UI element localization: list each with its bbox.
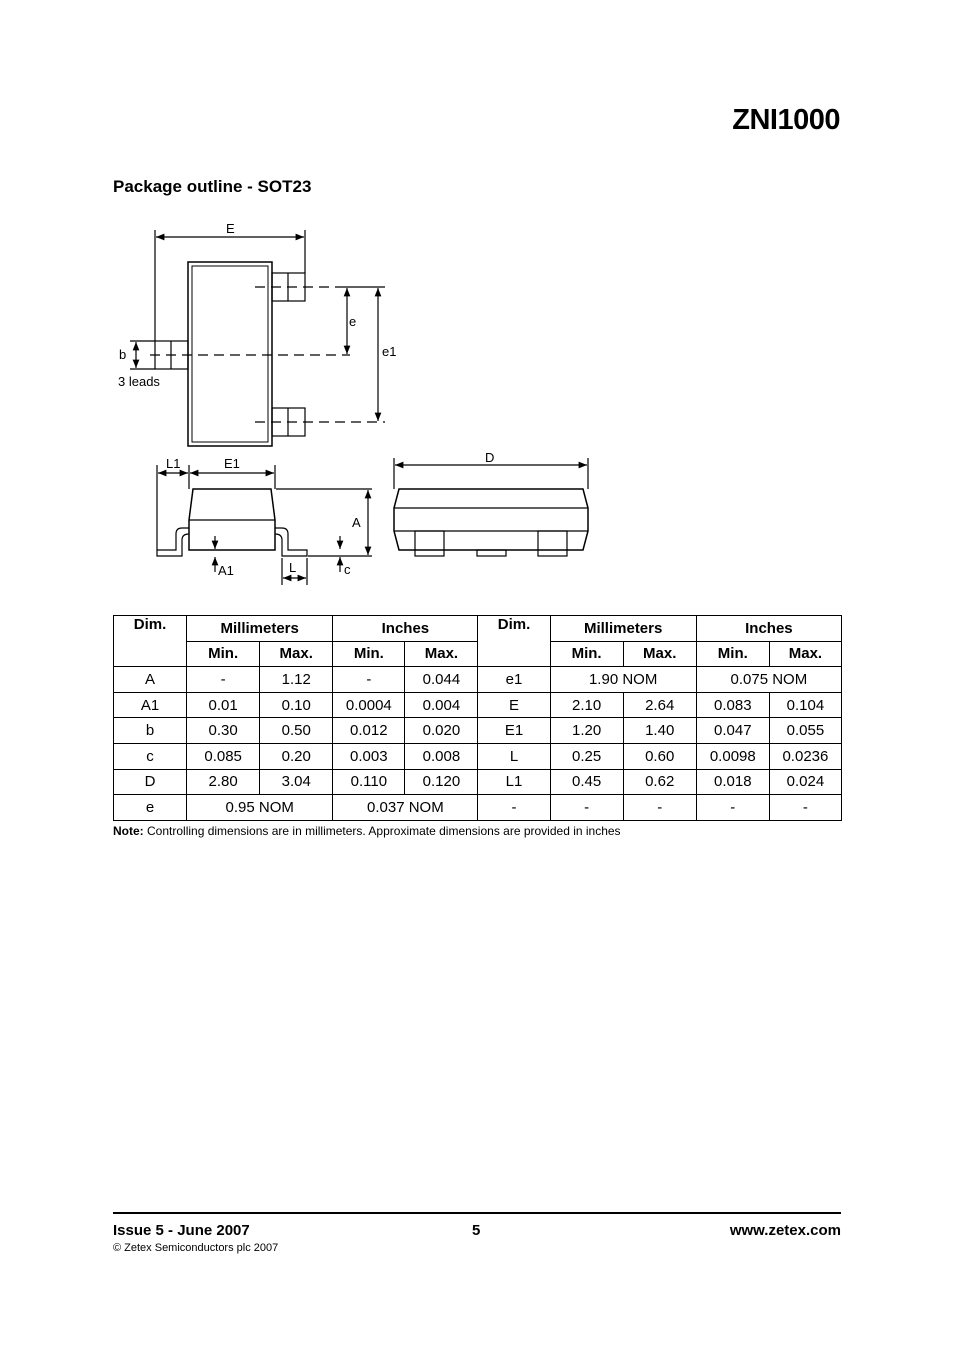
cell: 0.01 [187, 692, 260, 718]
cell: 1.90 NOM [550, 667, 696, 693]
cell: 0.110 [333, 769, 405, 795]
cell: 0.003 [333, 743, 405, 769]
table-row [114, 667, 842, 693]
header-min: Min. [333, 641, 405, 667]
cell: 0.95 NOM [187, 795, 333, 821]
cell: E1 [478, 718, 550, 744]
label-D: D [485, 450, 495, 465]
cell: c [114, 743, 187, 769]
cell: - [623, 795, 696, 821]
package-outline-drawing [0, 0, 954, 600]
cell: 0.10 [260, 692, 333, 718]
cell: 0.012 [333, 718, 405, 744]
cell: E [478, 692, 550, 718]
cell: 0.60 [623, 743, 696, 769]
cell: 0.085 [187, 743, 260, 769]
header-max: Max. [260, 641, 333, 667]
cell: 0.044 [405, 667, 478, 693]
table-row [114, 743, 842, 769]
cell: 0.083 [696, 692, 769, 718]
cell: 2.10 [550, 692, 623, 718]
note-label: Note: [113, 824, 144, 838]
header-inches-2: Inches [696, 616, 841, 642]
cell: 0.018 [696, 769, 769, 795]
cell: 0.055 [769, 718, 841, 744]
cell: - [696, 795, 769, 821]
cell: - [333, 667, 405, 693]
footer-page-number: 5 [472, 1222, 481, 1239]
section-title: Package outline - SOT23 [113, 177, 312, 196]
table-subheader-row [114, 641, 842, 667]
label-c: c [344, 562, 351, 577]
header-dim: Dim. [114, 616, 187, 667]
footer-divider [113, 1212, 841, 1214]
cell: 0.50 [260, 718, 333, 744]
cell: 1.12 [260, 667, 333, 693]
cell: 2.80 [187, 769, 260, 795]
cell: 0.104 [769, 692, 841, 718]
header-millimeters: Millimeters [187, 616, 333, 642]
cell: 0.004 [405, 692, 478, 718]
dimensions-table [113, 615, 842, 821]
header-min: Min. [696, 641, 769, 667]
cell: - [769, 795, 841, 821]
cell: - [187, 667, 260, 693]
header-max: Max. [623, 641, 696, 667]
cell: 1.40 [623, 718, 696, 744]
header-inches: Inches [333, 616, 478, 642]
cell: 1.20 [550, 718, 623, 744]
cell: 0.0236 [769, 743, 841, 769]
cell: 3.04 [260, 769, 333, 795]
cell: e [114, 795, 187, 821]
cell: 0.30 [187, 718, 260, 744]
cell: 0.0098 [696, 743, 769, 769]
cell: A1 [114, 692, 187, 718]
header-min: Min. [187, 641, 260, 667]
label-L: L [289, 560, 297, 575]
label-e1: e1 [382, 344, 397, 359]
cell: 0.008 [405, 743, 478, 769]
cell: 0.25 [550, 743, 623, 769]
cell: 0.047 [696, 718, 769, 744]
header-dim-2: Dim. [478, 616, 550, 667]
cell: 0.62 [623, 769, 696, 795]
cell: - [550, 795, 623, 821]
cell: 0.024 [769, 769, 841, 795]
table-row [114, 692, 842, 718]
header-millimeters-2: Millimeters [550, 616, 696, 642]
label-E: E [226, 221, 235, 236]
cell: 0.120 [405, 769, 478, 795]
cell: D [114, 769, 187, 795]
cell: 0.45 [550, 769, 623, 795]
label-3-leads: 3 leads [118, 374, 160, 389]
cell: 0.037 NOM [333, 795, 478, 821]
cell: 0.0004 [333, 692, 405, 718]
cell: 0.020 [405, 718, 478, 744]
footer-website: www.zetex.com [729, 1222, 841, 1239]
cell: A [114, 667, 187, 693]
header-max: Max. [769, 641, 841, 667]
label-b: b [119, 347, 127, 362]
label-e: e [349, 314, 357, 329]
table-note [113, 824, 621, 838]
label-L1: L1 [166, 456, 181, 471]
label-A: A [352, 515, 361, 530]
cell: b [114, 718, 187, 744]
table-header-row [114, 616, 842, 642]
cell: e1 [478, 667, 550, 693]
table-row [114, 795, 842, 821]
cell: 0.20 [260, 743, 333, 769]
footer-issue: Issue 5 - June 2007 [113, 1222, 250, 1239]
cell: L [478, 743, 550, 769]
table-row [114, 718, 842, 744]
cell: L1 [478, 769, 550, 795]
note-text: Controlling dimensions are in millimeters. Approximate dimensions are provided in inches [143, 824, 621, 838]
cell: 2.64 [623, 692, 696, 718]
header-min: Min. [550, 641, 623, 667]
label-A1: A1 [218, 563, 234, 578]
footer-copyright: © Zetex Semiconductors plc 2007 [113, 1242, 279, 1254]
label-E1: E1 [224, 456, 240, 471]
cell: 0.075 NOM [696, 667, 841, 693]
table-row [114, 769, 842, 795]
cell: - [478, 795, 550, 821]
part-number-title: ZNI1000 [732, 104, 840, 136]
header-max: Max. [405, 641, 478, 667]
